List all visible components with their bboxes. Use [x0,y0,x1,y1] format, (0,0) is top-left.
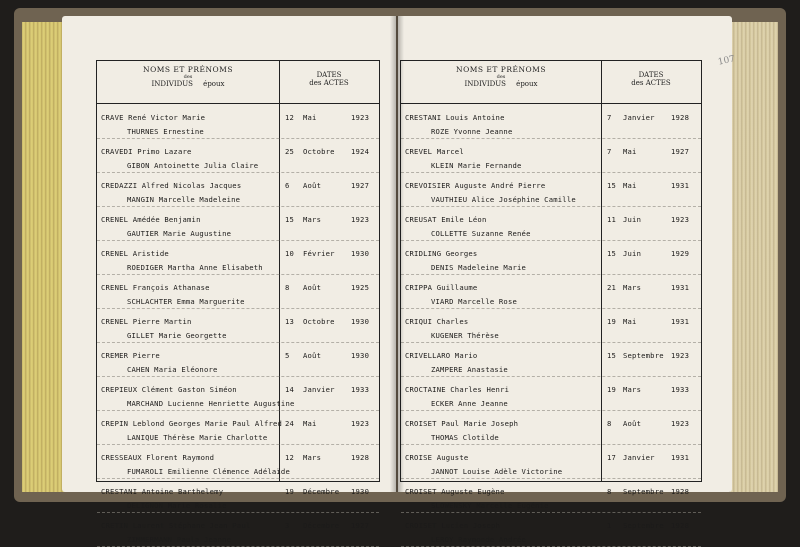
register-entry [401,241,701,275]
names-title: NOMS ET PRÉNOMS [143,65,233,74]
date-day: 19 [607,385,617,394]
date-month: Mars [303,215,322,224]
wife-name: DELIGNON Marie Rosalie [127,501,227,510]
register-entry [401,411,701,445]
husband-name: CRIPPA Guillaume [405,283,478,292]
date-day: 25 [285,147,295,156]
husband-name: CRENEL Amédée Benjamin [101,215,201,224]
register-entry [97,411,379,445]
wife-name: MARCHAND Lucienne Henriette Augustine [127,399,295,408]
date-year: 1928 [671,113,690,122]
date-month: Mai [623,317,637,326]
date-day: 3 [285,521,290,530]
register-entry [401,445,701,479]
date-month: Mai [623,147,637,156]
register-entry [401,275,701,309]
husband-name: CREUSAT Emile Léon [405,215,487,224]
wife-name: LANIQUE Thérèse Marie Charlotte [127,433,268,442]
husband-name: CRIDLING Georges [405,249,478,258]
date-month: Septembre [623,521,664,530]
wife-name: GILLET Marie Georgette [127,331,227,340]
date-month: Juin [623,249,642,258]
date-year: 1930 [351,487,370,496]
dates-column-header [601,71,701,87]
date-day: 15 [607,181,617,190]
dates-column-header [279,71,379,87]
register-entry [401,139,701,173]
date-year: 1923 [351,215,370,224]
date-year: 1933 [671,385,690,394]
header-rule [401,103,701,104]
date-year: 1930 [351,351,370,360]
date-day: 19 [607,317,617,326]
register-entry [97,513,379,547]
date-day: 8 [607,419,612,428]
date-day: 21 [607,283,617,292]
wife-name: ROEDIGER Martha Anne Elisabeth [127,263,263,272]
date-month: Décembre [303,487,340,496]
date-month: Septembre [623,487,664,496]
date-year: 1923 [671,351,690,360]
individus-label: INDIVIDUS [464,80,506,88]
husband-name: CROCTAINE Charles Henri [405,385,510,394]
husband-name: CRENEL François Athanase [101,283,210,292]
wife-name: KLEIN Marie Fernande [431,161,522,170]
date-day: 13 [285,317,295,326]
date-year: 1931 [671,181,690,190]
register-entry [97,139,379,173]
date-day: 8 [607,487,612,496]
date-month: Mai [303,419,317,428]
register-entry [401,207,701,241]
wife-name: SCHLACHTER Emma Marguerite [127,297,245,306]
wife-name: JANNOT Louise Adèle Victorine [431,467,563,476]
page-number: 107 [717,54,737,68]
book-gutter [390,16,404,492]
date-day: 14 [285,385,295,394]
husband-name: CREPIN Leblond Georges Marie Paul Alfred [101,419,283,428]
date-day: 24 [285,419,295,428]
register-entry [401,343,701,377]
date-year: 1927 [351,521,370,530]
date-day: 6 [285,181,290,190]
wife-name: MANGIN Marcelle Madeleine [127,195,241,204]
date-year: 1928 [351,453,370,462]
husband-name: CRENEL Aristide [101,249,169,258]
date-month: Mai [303,113,317,122]
wife-name: SLOWENSKY Marcelle Eugénie [431,501,549,510]
date-month: Décembre [303,521,340,530]
epoux-label: époux [203,80,225,88]
husband-name: CRESTANI Louis Antoine [405,113,505,122]
husband-name: CRESSEAUX Florent Raymond [101,453,215,462]
husband-name: CROISET Auguste Eugène [405,487,505,496]
date-year: 1923 [671,419,690,428]
register-entry [97,105,379,139]
date-year: 1923 [351,113,370,122]
date-month: Août [303,283,322,292]
husband-name: CRETIN Laurent Stéphane Jean Paul [101,521,251,530]
husband-name: CREVEL Marcel [405,147,464,156]
husband-name: CREVOISIER Auguste André Pierre [405,181,546,190]
date-year: 1928 [671,521,690,530]
date-month: Mars [303,453,322,462]
date-day: 11 [607,215,617,224]
date-day: 12 [285,113,295,122]
date-year: 1923 [671,215,690,224]
header-rule [97,103,379,104]
register-entry [401,309,701,343]
register-entry [401,173,701,207]
date-day: 10 [285,249,295,258]
date-year: 1930 [351,249,370,258]
names-title: NOMS ET PRÉNOMS [456,65,546,74]
right-register-table [400,60,702,544]
husband-name: CRESTANI Antoine Barthelemy [101,487,224,496]
register-entry [97,207,379,241]
wife-name: FUMAROLI Emilienne Clémence Adélaïde [127,467,290,476]
wife-name: VAUTHIEU Alice Joséphine Camille [431,195,576,204]
register-entry [97,309,379,343]
right-page [398,16,737,544]
register-entry [97,343,379,377]
date-month: Mars [623,283,642,292]
date-day: 17 [607,453,617,462]
wife-name: DENIS Madeleine Marie [431,263,527,272]
names-column-header [97,65,279,88]
wife-name: COLLETTE Suzanne Renée [431,229,531,238]
wife-name: ROZE Yvonne Jeanne [431,127,513,136]
date-year: 1923 [351,419,370,428]
date-year: 1931 [671,453,690,462]
register-entry [97,445,379,479]
register-entry [401,479,701,513]
date-day: 7 [607,113,612,122]
date-day: 15 [285,215,295,224]
dates-title: DATES [638,71,664,79]
date-month: Février [303,249,335,258]
dates-sub: des ACTES [631,79,671,87]
date-day: 15 [607,351,617,360]
husband-name: CRAVE René Victor Marie [101,113,206,122]
husband-name: CROISET Paul Marie Joseph [405,419,519,428]
date-year: 1928 [671,487,690,496]
husband-name: CREPIEUX Clément Gaston Siméon [101,385,237,394]
names-des: des [496,74,506,80]
names-des: des [183,74,193,80]
date-month: Août [303,351,322,360]
wife-name: ZAMPERE Anastasie [431,365,508,374]
wife-name: VIARD Marcelle Rose [431,297,518,306]
date-day: 8 [285,283,290,292]
date-day: 7 [607,147,612,156]
date-month: Août [303,181,322,190]
epoux-label: époux [516,80,538,88]
husband-name: CREMER Pierre [101,351,160,360]
wife-name: GAUTIER Marie Augustine [127,229,232,238]
dates-title: DATES [316,71,342,79]
register-entry [401,377,701,411]
date-month: Janvier [623,453,655,462]
date-year: 1930 [351,317,370,326]
wife-name: ZIMMERMANN Paula Jeanne [127,535,232,544]
date-year: 1927 [671,147,690,156]
husband-name: CRENEL Pierre Martin [101,317,192,326]
date-year: 1925 [351,283,370,292]
register-entry [97,275,379,309]
dates-sub: des ACTES [309,79,349,87]
date-month: Septembre [623,351,664,360]
register-entry [97,479,379,513]
husband-name: CROISE Auguste [405,453,469,462]
left-page [62,16,396,544]
right-page-edges [730,22,778,492]
husband-name: CROISET Lucien Joseph [405,521,501,530]
register-entry [97,377,379,411]
wife-name: CAHEN Maria Eléonore [127,365,218,374]
register-entry [97,241,379,275]
date-month: Mars [623,385,642,394]
date-day: 5 [285,351,290,360]
date-day: 19 [285,487,295,496]
date-day: 12 [285,453,295,462]
date-year: 1929 [671,249,690,258]
date-month: Janvier [303,385,335,394]
wife-name: KUGENER Thérèse [431,331,499,340]
date-year: 1933 [351,385,370,394]
date-month: Août [623,419,642,428]
names-column-header [401,65,601,88]
date-day: 1 [607,521,612,530]
wife-name: THOMAS Clotilde [431,433,499,442]
left-register-table [96,60,380,544]
individus-label: INDIVIDUS [151,80,193,88]
date-year: 1931 [671,317,690,326]
date-month: Mai [623,181,637,190]
wife-name: LEROY Raymonde Andrée [431,535,527,544]
date-month: Octobre [303,317,335,326]
register-entry [401,105,701,139]
husband-name: CRAVEDI Primo Lazare [101,147,192,156]
wife-name: GIBON Antoinette Julia Claire [127,161,259,170]
husband-name: CREDAZZI Alfred Nicolas Jacques [101,181,242,190]
right-entries [401,105,701,547]
date-month: Octobre [303,147,335,156]
husband-name: CRIQUI Charles [405,317,469,326]
date-year: 1924 [351,147,370,156]
husband-name: CRIVELLARO Mario [405,351,478,360]
date-year: 1927 [351,181,370,190]
date-month: Juin [623,215,642,224]
date-day: 15 [607,249,617,258]
wife-name: THURNES Ernestine [127,127,204,136]
date-month: Janvier [623,113,655,122]
left-entries [97,105,379,547]
register-entry [97,173,379,207]
register-entry [401,513,701,547]
wife-name: ECKER Anne Jeanne [431,399,508,408]
date-year: 1931 [671,283,690,292]
